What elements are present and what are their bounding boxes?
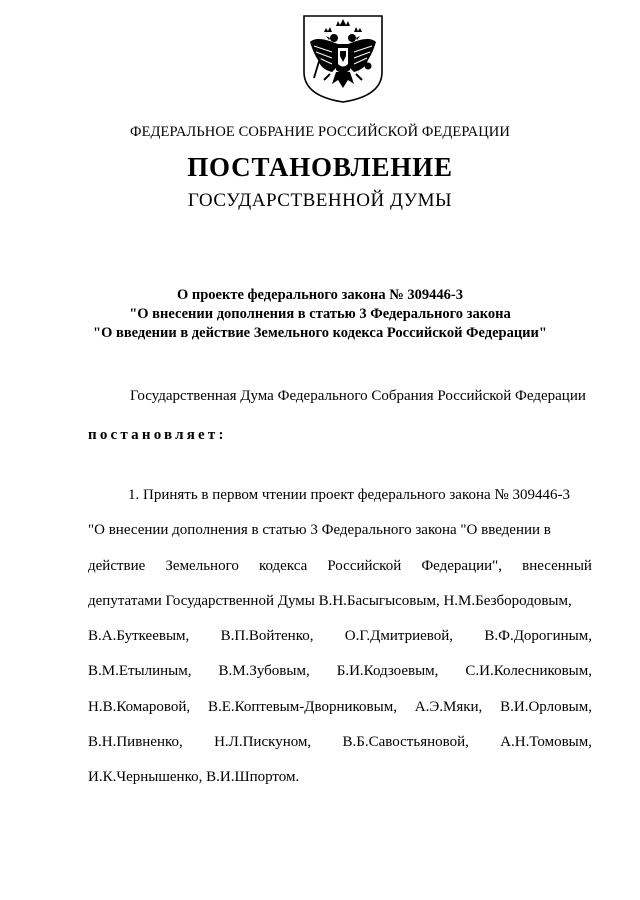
text-segment: Н.Л.Пискуном, xyxy=(214,734,312,751)
paragraph-line xyxy=(88,627,592,662)
subject-line: О проекте федерального закона № 309446-3 xyxy=(176,287,464,303)
text-segment: И.К.Чернышенко, В.И.Шпортом. xyxy=(88,769,300,786)
resolves-keyword: постановляет: xyxy=(88,427,227,443)
document-organization: ГОСУДАРСТВЕННОЙ ДУМЫ xyxy=(187,190,453,211)
text-segment: Н.В.Комаровой, xyxy=(88,698,191,715)
paragraph-line xyxy=(88,698,592,733)
text-segment: Федерации", xyxy=(421,557,503,574)
text-segment: В.Б.Савостьяновой, xyxy=(342,734,469,751)
document-subject xyxy=(0,286,640,343)
text-segment: кодекса xyxy=(258,557,308,574)
text-segment: О.Г.Дмитриевой, xyxy=(344,628,454,645)
russian-coat-of-arms-icon xyxy=(302,14,384,104)
paragraph-line xyxy=(88,768,592,803)
document-type-title: ПОСТАНОВЛЕНИЕ xyxy=(187,152,453,182)
subject-line: "О введении в действие Земельного кодекса Российской Федерации" xyxy=(93,325,547,341)
text-segment: В.Е.Коптевым-Дворниковым, xyxy=(207,698,397,715)
text-segment: Российской xyxy=(327,557,402,574)
text-segment: В.Н.Пивненко, xyxy=(88,734,183,751)
text-segment: Земельного xyxy=(165,557,239,574)
text-segment: В.А.Буткеевым, xyxy=(88,628,190,645)
paragraph-line xyxy=(88,557,592,592)
subject-line: "О внесении дополнения в статью 3 Федерального закона xyxy=(129,306,511,322)
text-segment: Б.И.Кодзоевым, xyxy=(336,663,439,680)
text-segment: В.Ф.Дорогиным, xyxy=(484,628,592,645)
text-segment: депутатами Государственной Думы В.Н.Басыгысовым, Н.М.Безбородовым, xyxy=(88,592,572,609)
text-segment: действие xyxy=(88,557,146,574)
text-segment: внесенный xyxy=(522,557,592,574)
text-segment: 1. Принять в первом чтении проект федерального закона № 309446-3 xyxy=(128,487,570,503)
paragraph-line xyxy=(88,662,592,697)
paragraph-line xyxy=(88,592,592,627)
text-segment: В.М.Етылиным, xyxy=(88,663,192,680)
assembly-name: ФЕДЕРАЛЬНОЕ СОБРАНИЕ РОССИЙСКОЙ ФЕДЕРАЦИИ xyxy=(130,124,510,140)
text-segment: А.Э.Мяки, xyxy=(414,698,483,715)
text-segment: В.И.Орловым, xyxy=(500,698,592,715)
text-segment: А.Н.Томовым, xyxy=(500,734,592,751)
paragraph-1 xyxy=(88,486,592,804)
text-segment: С.И.Колесниковым, xyxy=(465,663,592,680)
text-segment: В.М.Зубовым, xyxy=(218,663,310,680)
intro-statement: Государственная Дума Федерального Собрания Российской Федерации xyxy=(130,388,586,404)
text-segment: В.П.Войтенко, xyxy=(220,628,314,645)
paragraph-line xyxy=(88,486,592,521)
paragraph-line xyxy=(88,521,592,556)
text-segment: "О внесении дополнения в статью 3 Федерального закона "О введении в xyxy=(88,522,551,539)
paragraph-line xyxy=(88,733,592,768)
